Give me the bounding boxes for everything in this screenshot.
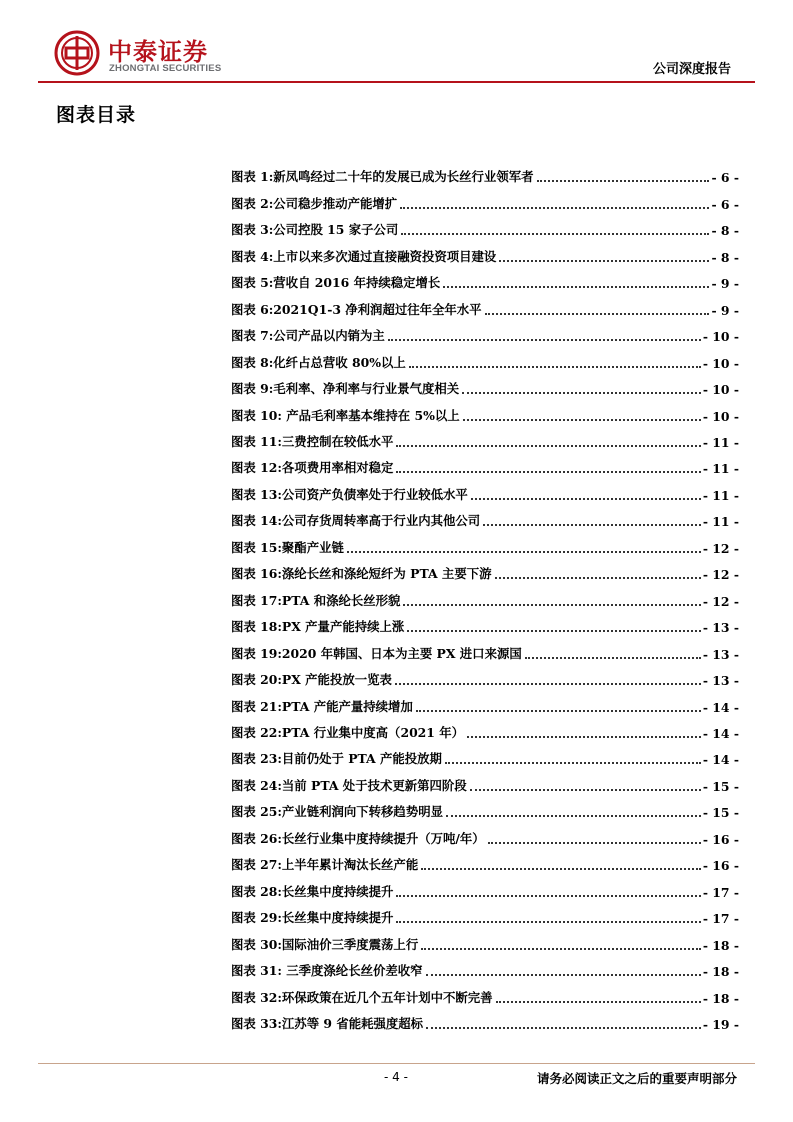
toc-entry-title: 当前 PTA 处于技术更新第四阶段 (281, 777, 467, 793)
toc-entry-label: 图表 8: (231, 354, 274, 370)
toc-entry-page: - 14 - (702, 699, 739, 715)
toc-entry-leader (396, 471, 700, 473)
toc-entry-page: - 11 - (702, 514, 739, 530)
toc-entry-label: 图表 16: (231, 566, 282, 582)
toc-entry-label: 图表 30: (231, 936, 282, 952)
toc-entry-leader (470, 789, 701, 791)
toc-entry-leader (421, 948, 701, 950)
toc-entry-page: - 11 - (702, 461, 739, 477)
toc-entry-title: 三季度涤纶长丝价差收窄 (281, 963, 423, 979)
toc-entry-label: 图表 19: (231, 645, 282, 661)
toc-entry-label: 图表 18: (231, 619, 282, 635)
toc-entry-title: PTA 行业集中度高（2021 年） (281, 724, 465, 740)
toc-entry[interactable] (231, 556, 739, 582)
toc-entry[interactable] (231, 794, 739, 820)
toc-entry-page: - 12 - (702, 567, 739, 583)
toc-entry-title: 目前仍处于 PTA 产能投放期 (281, 751, 442, 767)
toc-entry-leader (446, 815, 701, 817)
toc-entry-title: 长丝集中度持续提升 (281, 883, 394, 899)
toc-entry-title: 长丝行业集中度持续提升（万吨/年） (281, 830, 485, 846)
toc-entry[interactable] (231, 715, 739, 741)
toc-entry-page: - 18 - (702, 964, 739, 980)
toc-entry-leader (426, 974, 701, 976)
toc-entry[interactable] (231, 371, 739, 397)
toc-entry-label: 图表 33: (231, 1015, 282, 1031)
toc-entry-label: 图表 17: (231, 592, 282, 608)
toc-entry-page: - 17 - (702, 911, 739, 927)
toc-entry-label: 图表 27: (231, 857, 282, 873)
toc-entry-page: - 14 - (702, 725, 739, 741)
toc-entry-label: 图表 21: (231, 698, 282, 714)
toc-entry[interactable] (231, 979, 739, 1005)
toc-entry-label: 图表 10: (231, 407, 282, 423)
toc-entry-page: - 13 - (702, 620, 739, 636)
toc-entry-label: 图表 32: (231, 989, 282, 1005)
toc-entry-leader (471, 498, 701, 500)
toc-entry-label: 图表 12: (231, 460, 282, 476)
toc-entry-label: 图表 28: (231, 883, 282, 899)
toc-entry[interactable] (231, 926, 739, 952)
toc-entry[interactable] (231, 582, 739, 608)
toc-entry-label: 图表 1: (231, 169, 274, 185)
toc-entry-label: 图表 29: (231, 910, 282, 926)
toc-entry-label: 图表 14: (231, 513, 282, 529)
toc-entry[interactable] (231, 424, 739, 450)
toc-entry-label: 图表 20: (231, 672, 282, 688)
toc-entry-leader (483, 524, 701, 526)
section-title: 图表目录 (56, 104, 137, 126)
toc-entry-title: 上半年累计淘汰长丝产能 (281, 857, 419, 873)
toc-entry[interactable] (231, 185, 739, 211)
toc-entry-title: 营收自 2016 年持续稳定增长 (273, 275, 441, 291)
toc-entry-title: 环保政策在近几个五年计划中不断完善 (281, 989, 493, 1005)
toc-entry-title: 长丝集中度持续提升 (281, 910, 394, 926)
toc-entry-leader (525, 657, 701, 659)
toc-entry[interactable] (231, 1006, 739, 1032)
toc-entry-title: 新凤鸣经过二十年的发展已成为长丝行业领军者 (273, 169, 534, 185)
toc-entry[interactable] (231, 635, 739, 661)
toc-entry-page: - 9 - (711, 276, 739, 292)
toc-entry-label: 图表 25: (231, 804, 282, 820)
toc-entry-page: - 11 - (702, 434, 739, 450)
toc-entry-label: 图表 5: (231, 275, 274, 291)
footer-page-number: - 4 - (384, 1070, 408, 1084)
toc-entry-leader (396, 445, 700, 447)
toc-entry-page: - 6 - (711, 170, 739, 186)
toc-entry-label: 图表 3: (231, 222, 274, 238)
toc-entry-leader (403, 604, 700, 606)
toc-entry[interactable] (231, 953, 739, 979)
toc-entry-page: - 8 - (711, 249, 739, 265)
toc-entry-title: 2020 年韩国、日本为主要 PX 进口来源国 (281, 645, 522, 661)
toc-entry-page: - 10 - (702, 382, 739, 398)
toc-entry-title: 国际油价三季度震荡上行 (281, 936, 419, 952)
toc-entry-title: 公司稳步推动产能增扩 (273, 195, 398, 211)
toc-entry-leader (488, 842, 701, 844)
toc-entry-leader (462, 392, 701, 394)
toc-entry-page: - 15 - (702, 778, 739, 794)
toc-entry[interactable] (231, 662, 739, 688)
logo-chinese-name: 中泰证券 (108, 38, 208, 66)
toc-entry-label: 图表 26: (231, 830, 282, 846)
toc-entry-page: - 8 - (711, 223, 739, 239)
toc-entry[interactable] (231, 159, 739, 185)
toc-entry[interactable] (231, 291, 739, 317)
toc-entry-label: 图表 9: (231, 381, 274, 397)
toc-entry-title: 公司产品以内销为主 (273, 328, 385, 344)
toc-entry-title: 各项费用率相对稳定 (281, 460, 394, 476)
toc-entry-page: - 13 - (702, 673, 739, 689)
toc-entry-title: PTA 和涤纶长丝形貌 (281, 592, 401, 608)
toc-entry[interactable] (231, 503, 739, 529)
toc-entry-title: 产业链利润向下转移趋势明显 (281, 804, 443, 820)
footer-divider (38, 1063, 755, 1064)
toc-entry-title: 公司存货周转率高于行业内其他公司 (281, 513, 481, 529)
toc-entry-page: - 11 - (702, 487, 739, 503)
toc-entry-page: - 10 - (702, 329, 739, 345)
toc-entry-title: 产品毛利率基本维持在 5%以上 (281, 407, 460, 423)
toc-entry-label: 图表 23: (231, 751, 282, 767)
toc-entry-leader (495, 577, 701, 579)
toc-entry[interactable] (231, 609, 739, 635)
toc-entry-label: 图表 11: (231, 433, 282, 449)
toc-entry-label: 图表 7: (231, 328, 274, 344)
toc-entry-label: 图表 6: (231, 301, 274, 317)
toc-entry-title: 聚酯产业链 (281, 539, 344, 555)
toc-entry-title: 江苏等 9 省能耗强度超标 (281, 1015, 424, 1031)
toc-entry[interactable] (231, 450, 739, 476)
toc-entry-leader (416, 710, 701, 712)
toc-entry-title: PX 产量产能持续上涨 (281, 619, 405, 635)
toc-entry-leader (401, 233, 709, 235)
toc-entry[interactable] (231, 397, 739, 423)
toc-entry-page: - 15 - (702, 805, 739, 821)
toc-entry[interactable] (231, 767, 739, 793)
toc-entry-title: 毛利率、净利率与行业景气度相关 (273, 381, 460, 397)
toc-entry[interactable] (231, 688, 739, 714)
toc-entry[interactable] (231, 873, 739, 899)
toc-entry-leader (400, 207, 709, 209)
toc-entry-label: 图表 2: (231, 195, 274, 211)
toc-entry-leader (499, 260, 709, 262)
toc-entry-leader (347, 551, 701, 553)
zhongtai-logo-icon (54, 30, 100, 76)
toc-entry[interactable] (231, 476, 739, 502)
logo-english-name: ZHONGTAI SECURITIES (109, 63, 222, 74)
toc-entry-page: - 10 - (702, 408, 739, 424)
toc-entry-label: 图表 22: (231, 724, 282, 740)
toc-entry[interactable] (231, 238, 739, 264)
toc-entry-title: 上市以来多次通过直接融资投资项目建设 (273, 248, 497, 264)
toc-entry-leader (388, 339, 701, 341)
toc-entry-title: PTA 产能产量持续增加 (281, 698, 413, 714)
toc-entry-page: - 18 - (702, 990, 739, 1006)
toc-entry[interactable] (231, 265, 739, 291)
toc-entry-leader (445, 762, 701, 764)
toc-entry-leader (485, 313, 710, 315)
toc-entry-title: 化纤占总营收 80%以上 (273, 354, 406, 370)
toc-entry-title: 公司资产负债率处于行业较低水平 (281, 486, 468, 502)
toc-entry-page: - 9 - (711, 302, 739, 318)
report-type-label: 公司深度报告 (652, 62, 731, 77)
toc-entry-leader (421, 868, 701, 870)
toc-entry[interactable] (231, 741, 739, 767)
toc-entry[interactable] (231, 318, 739, 344)
toc-entry-leader (467, 736, 701, 738)
toc-entry-label: 图表 15: (231, 539, 282, 555)
toc-entry[interactable] (231, 344, 739, 370)
toc-entry-title: 2021Q1-3 净利润超过往年全年水平 (273, 301, 482, 317)
toc-entry[interactable] (231, 529, 739, 555)
toc-entry-label: 图表 13: (231, 486, 282, 502)
toc-entry-label: 图表 4: (231, 248, 274, 264)
figure-toc-list (231, 159, 739, 1032)
toc-entry[interactable] (231, 820, 739, 846)
toc-entry-page: - 12 - (702, 540, 739, 556)
toc-entry-leader (443, 286, 709, 288)
footer-disclaimer: 请务必阅读正文之后的重要声明部分 (536, 1071, 737, 1086)
toc-entry-label: 图表 31: (231, 963, 282, 979)
toc-entry-page: - 12 - (702, 593, 739, 609)
toc-entry-leader (426, 1027, 701, 1029)
toc-entry-leader (496, 1001, 701, 1003)
toc-entry-leader (395, 683, 701, 685)
toc-entry-leader (396, 895, 700, 897)
toc-entry-leader (396, 921, 700, 923)
toc-entry-page: - 16 - (702, 858, 739, 874)
company-logo (54, 30, 244, 78)
toc-entry[interactable] (231, 847, 739, 873)
toc-entry-leader (463, 419, 701, 421)
toc-entry[interactable] (231, 900, 739, 926)
toc-entry-page: - 19 - (702, 1016, 739, 1032)
toc-entry-page: - 10 - (702, 355, 739, 371)
toc-entry-label: 图表 24: (231, 777, 282, 793)
toc-entry[interactable] (231, 212, 739, 238)
toc-entry-leader (407, 630, 701, 632)
toc-entry-title: 三费控制在较低水平 (281, 433, 394, 449)
toc-entry-page: - 14 - (702, 752, 739, 768)
toc-entry-title: 涤纶长丝和涤纶短纤为 PTA 主要下游 (281, 566, 492, 582)
toc-entry-leader (409, 366, 701, 368)
toc-entry-title: PX 产能投放一览表 (281, 672, 392, 688)
toc-entry-page: - 18 - (702, 937, 739, 953)
toc-entry-page: - 6 - (711, 196, 739, 212)
toc-entry-page: - 16 - (702, 831, 739, 847)
toc-entry-page: - 17 - (702, 884, 739, 900)
toc-entry-page: - 13 - (702, 646, 739, 662)
toc-entry-leader (537, 180, 710, 182)
toc-entry-title: 公司控股 15 家子公司 (273, 222, 399, 238)
header-divider (38, 81, 755, 83)
